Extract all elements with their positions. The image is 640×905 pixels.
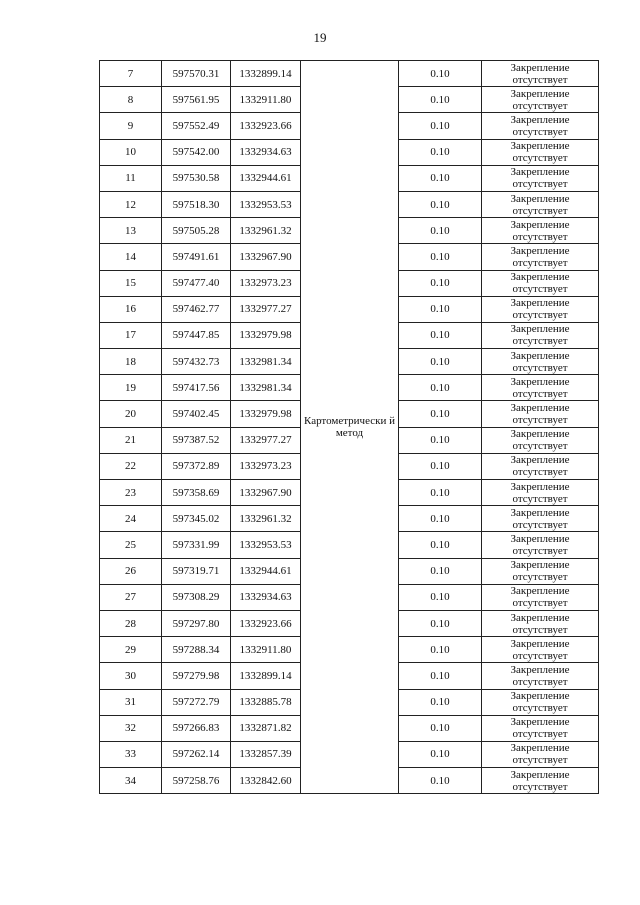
status-line: Закрепление: [510, 61, 570, 74]
status-line: Закрепление: [510, 271, 570, 284]
status-line: отсутствует: [512, 780, 568, 793]
y-coordinate-cell: 1332953.53: [231, 191, 301, 217]
status-line: Закрепление: [510, 611, 570, 624]
point-number-cell: 24: [100, 506, 162, 532]
status-line: Закрепление: [510, 87, 570, 100]
x-coordinate-cell: 597462.77: [162, 296, 231, 322]
y-coordinate-cell: 1332885.78: [231, 689, 301, 715]
x-coordinate-cell: 597372.89: [162, 453, 231, 479]
x-coordinate-cell: 597505.28: [162, 218, 231, 244]
accuracy-cell: 0.10: [399, 296, 482, 322]
status-line: отсутствует: [512, 125, 568, 138]
y-coordinate-cell: 1332944.61: [231, 558, 301, 584]
status-cell: [482, 480, 599, 506]
status-line: отсутствует: [512, 309, 568, 322]
status-line: Закрепление: [510, 532, 570, 545]
status-line: Закрепление: [510, 506, 570, 519]
status-line: отсутствует: [512, 204, 568, 217]
status-line: отсутствует: [512, 178, 568, 191]
status-cell: [482, 741, 599, 767]
status-line: отсутствует: [512, 492, 568, 505]
accuracy-cell: 0.10: [399, 427, 482, 453]
y-coordinate-cell: 1332857.39: [231, 741, 301, 767]
y-coordinate-cell: 1332967.90: [231, 244, 301, 270]
x-coordinate-cell: 597402.45: [162, 401, 231, 427]
point-number-cell: 21: [100, 427, 162, 453]
table-row: [100, 61, 599, 87]
y-coordinate-cell: 1332923.66: [231, 610, 301, 636]
y-coordinate-cell: 1332944.61: [231, 165, 301, 191]
x-coordinate-cell: 597308.29: [162, 584, 231, 610]
status-line: отсутствует: [512, 414, 568, 427]
accuracy-cell: 0.10: [399, 270, 482, 296]
accuracy-cell: 0.10: [399, 218, 482, 244]
point-number-cell: 12: [100, 191, 162, 217]
status-line: Закрепление: [510, 559, 570, 572]
accuracy-cell: 0.10: [399, 558, 482, 584]
x-coordinate-cell: 597279.98: [162, 663, 231, 689]
x-coordinate-cell: 597447.85: [162, 322, 231, 348]
point-number-cell: 30: [100, 663, 162, 689]
x-coordinate-cell: 597297.80: [162, 610, 231, 636]
x-coordinate-cell: 597530.58: [162, 165, 231, 191]
status-line: Закрепление: [510, 637, 570, 650]
accuracy-cell: 0.10: [399, 139, 482, 165]
x-coordinate-cell: 597542.00: [162, 139, 231, 165]
status-line: Закрепление: [510, 454, 570, 467]
status-cell: [482, 87, 599, 113]
accuracy-cell: 0.10: [399, 87, 482, 113]
status-cell: [482, 558, 599, 584]
status-line: Закрепление: [510, 716, 570, 729]
page-number: 19: [313, 30, 327, 45]
accuracy-cell: 0.10: [399, 165, 482, 191]
status-line: отсутствует: [512, 256, 568, 269]
accuracy-cell: 0.10: [399, 637, 482, 663]
status-line: отсутствует: [512, 335, 568, 348]
status-line: отсутствует: [512, 466, 568, 479]
status-line: Закрепление: [510, 585, 570, 598]
point-number-cell: 23: [100, 480, 162, 506]
y-coordinate-cell: 1332899.14: [231, 61, 301, 87]
x-coordinate-cell: 597319.71: [162, 558, 231, 584]
status-cell: [482, 427, 599, 453]
y-coordinate-cell: 1332953.53: [231, 532, 301, 558]
y-coordinate-cell: 1332934.63: [231, 584, 301, 610]
accuracy-cell: 0.10: [399, 375, 482, 401]
point-number-cell: 25: [100, 532, 162, 558]
status-line: отсутствует: [512, 597, 568, 610]
status-line: Закрепление: [510, 742, 570, 755]
status-line: Закрепление: [510, 166, 570, 179]
status-cell: [482, 663, 599, 689]
status-line: Закрепление: [510, 768, 570, 781]
status-line: отсутствует: [512, 571, 568, 584]
x-coordinate-cell: 597358.69: [162, 480, 231, 506]
status-line: Закрепление: [510, 140, 570, 153]
x-coordinate-cell: 597262.14: [162, 741, 231, 767]
accuracy-cell: 0.10: [399, 506, 482, 532]
x-coordinate-cell: 597288.34: [162, 637, 231, 663]
point-number-cell: 8: [100, 87, 162, 113]
status-line: отсутствует: [512, 702, 568, 715]
y-coordinate-cell: 1332911.80: [231, 87, 301, 113]
point-number-cell: 18: [100, 349, 162, 375]
x-coordinate-cell: 597477.40: [162, 270, 231, 296]
y-coordinate-cell: 1332923.66: [231, 113, 301, 139]
point-number-cell: 22: [100, 453, 162, 479]
point-number-cell: 17: [100, 322, 162, 348]
x-coordinate-cell: 597417.56: [162, 375, 231, 401]
y-coordinate-cell: 1332981.34: [231, 349, 301, 375]
y-coordinate-cell: 1332961.32: [231, 506, 301, 532]
accuracy-cell: 0.10: [399, 480, 482, 506]
status-line: Закрепление: [510, 113, 570, 126]
status-line: отсутствует: [512, 230, 568, 243]
point-number-cell: 19: [100, 375, 162, 401]
status-line: Закрепление: [510, 244, 570, 257]
x-coordinate-cell: 597570.31: [162, 61, 231, 87]
status-line: Закрепление: [510, 663, 570, 676]
y-coordinate-cell: 1332981.34: [231, 375, 301, 401]
status-cell: [482, 768, 599, 794]
status-line: отсутствует: [512, 99, 568, 112]
point-number-cell: 9: [100, 113, 162, 139]
status-cell: [482, 296, 599, 322]
point-number-cell: 26: [100, 558, 162, 584]
point-number-cell: 7: [100, 61, 162, 87]
status-line: отсутствует: [512, 440, 568, 453]
point-number-cell: 28: [100, 610, 162, 636]
y-coordinate-cell: 1332871.82: [231, 715, 301, 741]
status-cell: [482, 401, 599, 427]
status-cell: [482, 375, 599, 401]
accuracy-cell: 0.10: [399, 349, 482, 375]
accuracy-cell: 0.10: [399, 244, 482, 270]
point-number-cell: 16: [100, 296, 162, 322]
status-line: Закрепление: [510, 218, 570, 231]
status-line: Закрепление: [510, 349, 570, 362]
point-number-cell: 27: [100, 584, 162, 610]
x-coordinate-cell: 597272.79: [162, 689, 231, 715]
status-cell: [482, 113, 599, 139]
point-number-cell: 10: [100, 139, 162, 165]
status-cell: [482, 637, 599, 663]
status-cell: [482, 584, 599, 610]
status-cell: [482, 532, 599, 558]
status-line: отсутствует: [512, 544, 568, 557]
status-line: отсутствует: [512, 754, 568, 767]
status-line: Закрепление: [510, 192, 570, 205]
point-number-cell: 13: [100, 218, 162, 244]
status-line: Закрепление: [510, 480, 570, 493]
status-line: Закрепление: [510, 690, 570, 703]
y-coordinate-cell: 1332899.14: [231, 663, 301, 689]
y-coordinate-cell: 1332973.23: [231, 453, 301, 479]
y-coordinate-cell: 1332911.80: [231, 637, 301, 663]
status-cell: [482, 689, 599, 715]
coordinates-table: [99, 60, 599, 794]
y-coordinate-cell: 1332979.98: [231, 401, 301, 427]
status-line: Закрепление: [510, 323, 570, 336]
accuracy-cell: 0.10: [399, 663, 482, 689]
point-number-cell: 31: [100, 689, 162, 715]
status-cell: [482, 506, 599, 532]
x-coordinate-cell: 597561.95: [162, 87, 231, 113]
point-number-cell: 15: [100, 270, 162, 296]
status-cell: [482, 610, 599, 636]
point-number-cell: 14: [100, 244, 162, 270]
status-line: Закрепление: [510, 428, 570, 441]
status-line: отсутствует: [512, 152, 568, 165]
status-cell: [482, 191, 599, 217]
status-cell: [482, 322, 599, 348]
y-coordinate-cell: 1332973.23: [231, 270, 301, 296]
accuracy-cell: 0.10: [399, 689, 482, 715]
status-line: Закрепление: [510, 402, 570, 415]
status-cell: [482, 349, 599, 375]
y-coordinate-cell: 1332979.98: [231, 322, 301, 348]
status-cell: [482, 453, 599, 479]
status-line: отсутствует: [512, 283, 568, 296]
accuracy-cell: 0.10: [399, 715, 482, 741]
status-line: отсутствует: [512, 728, 568, 741]
y-coordinate-cell: 1332961.32: [231, 218, 301, 244]
accuracy-cell: 0.10: [399, 741, 482, 767]
x-coordinate-cell: 597345.02: [162, 506, 231, 532]
status-line: отсутствует: [512, 387, 568, 400]
accuracy-cell: 0.10: [399, 113, 482, 139]
status-line: Закрепление: [510, 375, 570, 388]
status-line: отсутствует: [512, 73, 568, 86]
status-cell: [482, 218, 599, 244]
x-coordinate-cell: 597387.52: [162, 427, 231, 453]
accuracy-cell: 0.10: [399, 401, 482, 427]
x-coordinate-cell: 597266.83: [162, 715, 231, 741]
x-coordinate-cell: 597552.49: [162, 113, 231, 139]
method-cell: Картометрически й метод: [301, 61, 399, 794]
accuracy-cell: 0.10: [399, 191, 482, 217]
status-line: отсутствует: [512, 361, 568, 374]
status-cell: [482, 165, 599, 191]
y-coordinate-cell: 1332842.60: [231, 768, 301, 794]
status-line: отсутствует: [512, 623, 568, 636]
point-number-cell: 32: [100, 715, 162, 741]
status-cell: [482, 244, 599, 270]
accuracy-cell: 0.10: [399, 322, 482, 348]
accuracy-cell: 0.10: [399, 453, 482, 479]
accuracy-cell: 0.10: [399, 610, 482, 636]
y-coordinate-cell: 1332934.63: [231, 139, 301, 165]
accuracy-cell: 0.10: [399, 532, 482, 558]
coordinates-table-body: [100, 61, 599, 794]
status-cell: [482, 139, 599, 165]
status-cell: [482, 61, 599, 87]
x-coordinate-cell: 597331.99: [162, 532, 231, 558]
x-coordinate-cell: 597491.61: [162, 244, 231, 270]
x-coordinate-cell: 597518.30: [162, 191, 231, 217]
point-number-cell: 29: [100, 637, 162, 663]
point-number-cell: 11: [100, 165, 162, 191]
point-number-cell: 34: [100, 768, 162, 794]
accuracy-cell: 0.10: [399, 61, 482, 87]
status-line: Закрепление: [510, 297, 570, 310]
status-line: отсутствует: [512, 649, 568, 662]
point-number-cell: 33: [100, 741, 162, 767]
accuracy-cell: 0.10: [399, 584, 482, 610]
y-coordinate-cell: 1332977.27: [231, 427, 301, 453]
status-cell: [482, 715, 599, 741]
y-coordinate-cell: 1332967.90: [231, 480, 301, 506]
x-coordinate-cell: 597258.76: [162, 768, 231, 794]
status-cell: [482, 270, 599, 296]
point-number-cell: 20: [100, 401, 162, 427]
x-coordinate-cell: 597432.73: [162, 349, 231, 375]
status-line: отсутствует: [512, 518, 568, 531]
status-line: отсутствует: [512, 675, 568, 688]
y-coordinate-cell: 1332977.27: [231, 296, 301, 322]
accuracy-cell: 0.10: [399, 768, 482, 794]
